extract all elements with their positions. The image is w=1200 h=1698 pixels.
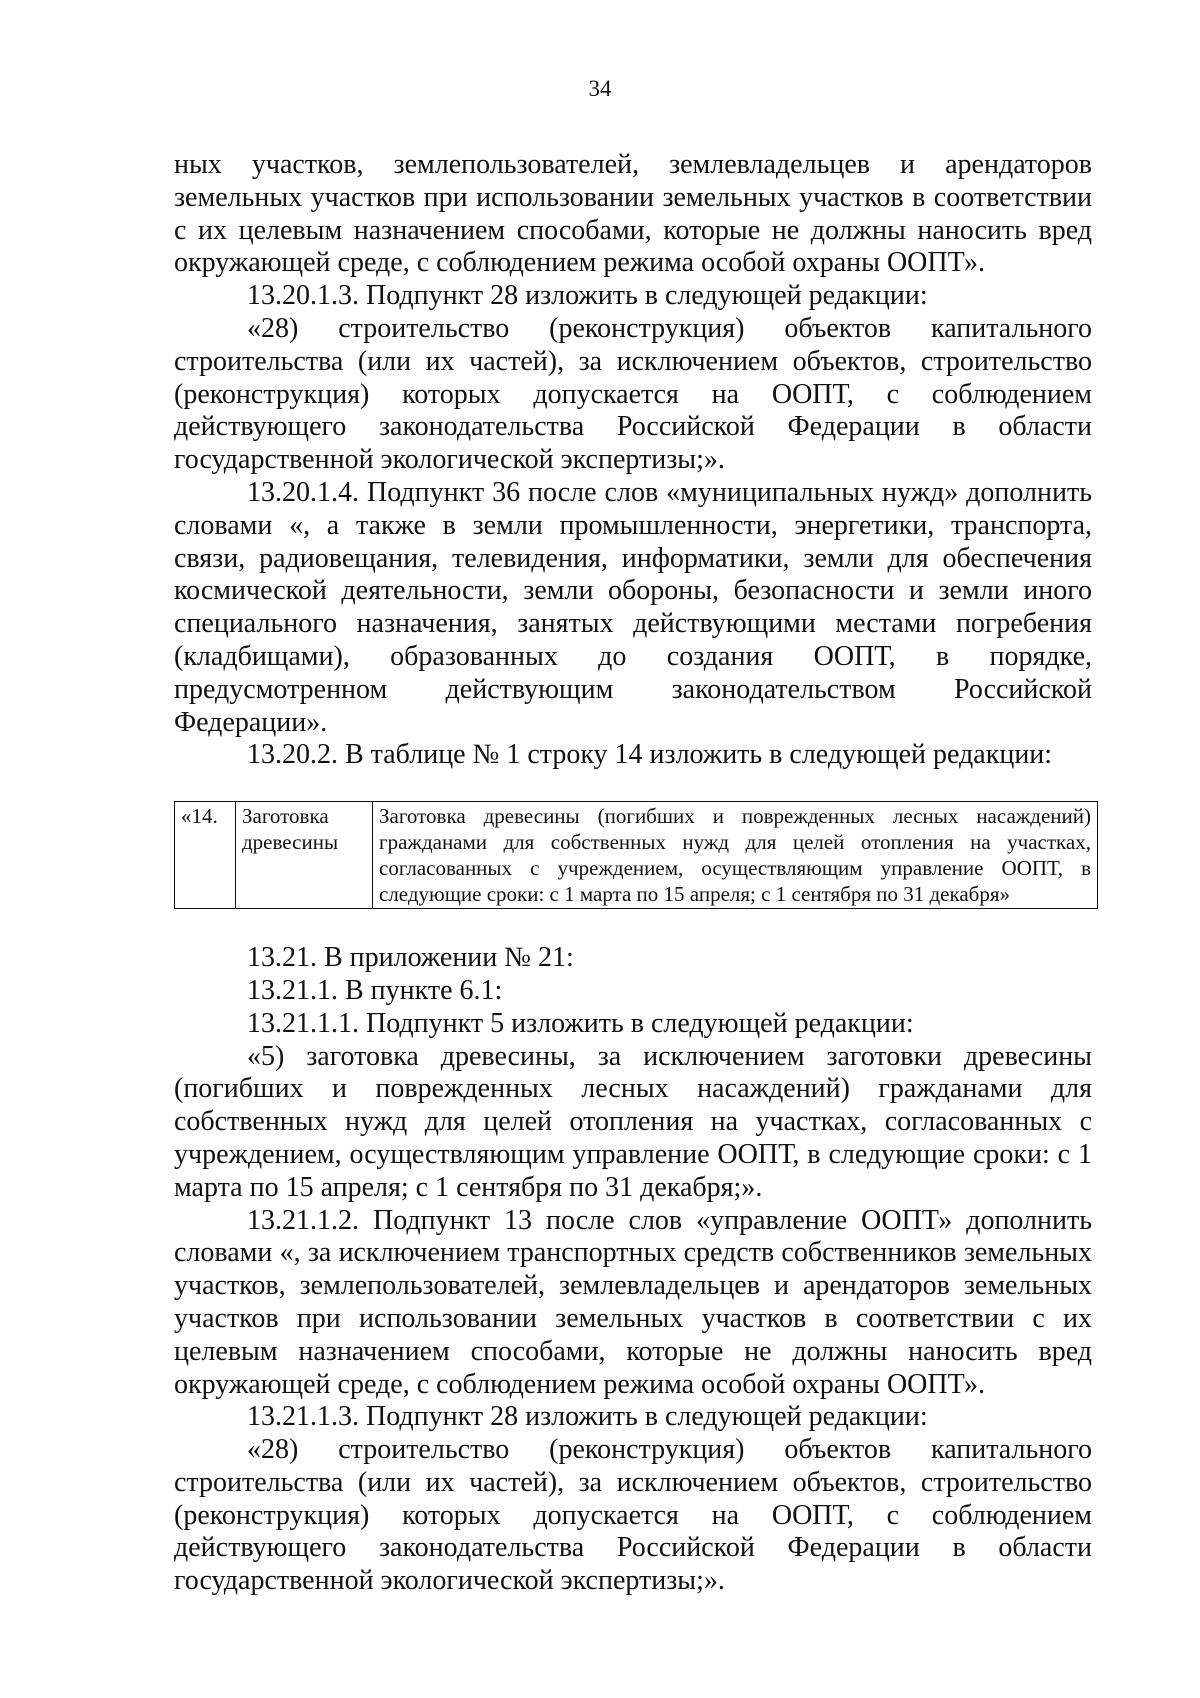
paragraph: 13.20.1.4. Подпункт 36 после слов «муниципальных нужд» дополнить словами «, а также в земли промышленности, энергетики, транспорта, связи, радиовещания, телевидения, информатики, земли для обеспечения космической деятельности, земли обороны, безопасности и земли иного специального назначения, занятых действующими местами погребения (кладбищами), образованных до создания ООПТ, в порядке, предусмотренном действующим законодательством Российской Федерации». xyxy=(174,476,1092,738)
page-number: 34 xyxy=(588,76,612,101)
document-body xyxy=(174,149,1092,1598)
paragraph: 13.21.1.2. Подпункт 13 после слов «управление ООПТ» дополнить словами «, за исключением транспортных средств собственников земельных участков, землепользователей, землевладельцев и арендаторов земельных участков при использовании земельных участков в соответствии с их целевым назначением способами, которые не должны наносить вред окружающей среде, с соблюдением режима особой охраны ООПТ». xyxy=(174,1204,1092,1400)
paragraph: ных участков, землепользователей, землевладельцев и арендаторов земельных участков при использовании земельных участков в соответствии с их целевым назначением способами, которые не должны наносить вред окружающей среде, с соблюдением режима особой охраны ООПТ». xyxy=(174,149,1092,279)
paragraph: 13.21.1.1. Подпункт 5 изложить в следующей редакции: xyxy=(247,1007,914,1039)
table-cell-name: Заготовка древесины xyxy=(236,802,373,909)
paragraph: «28) строительство (реконструкция) объектов капитального строительства (или их частей), за исключением объектов, строительство (реконструкция) которых допускается на ООПТ, с соблюдением действующего законодательства Российской Федерации в области государственной экологической экспертизы;». xyxy=(174,1434,1092,1597)
table-row xyxy=(175,802,1098,909)
paragraph: «28) строительство (реконструкция) объектов капитального строительства (или их частей), за исключением объектов, строительство (реконструкция) которых допускается на ООПТ, с соблюдением действующего законодательства Российской Федерации в области государственной экологической экспертизы;». xyxy=(174,312,1092,476)
paragraph: «5) заготовка древесины, за исключением заготовки древесины (погибших и поврежденных лесных насаждений) гражданами для собственных нужд для целей отопления на участках, согласованных с учреждением, осуществляющим управление ООПТ, в следующие сроки: с 1 марта по 15 апреля; с 1 сентября по 31 декабря;». xyxy=(174,1040,1092,1203)
paragraph: 13.20.2. В таблице № 1 строку 14 изложить в следующей редакции: xyxy=(247,739,1053,771)
paragraph: 13.20.1.3. Подпункт 28 изложить в следующей редакции: xyxy=(247,280,928,312)
table-cell-description: Заготовка древесины (погибших и поврежденных лесных насаждений) гражданами для собственных нужд для целей отопления на участках, согласованных с учреждением, осуществляющим управление ООПТ, в следующие сроки: с 1 марта по 15 апреля; с 1 сентября по 31 декабря» xyxy=(373,802,1098,909)
table-cell-number: «14. xyxy=(175,802,236,909)
paragraph: 13.21.1. В пункте 6.1: xyxy=(247,974,503,1006)
amendment-table xyxy=(174,801,1098,909)
paragraph: 13.21.1.3. Подпункт 28 изложить в следующей редакции: xyxy=(247,1401,928,1433)
paragraphs-top xyxy=(174,149,1092,772)
paragraph: 13.21. В приложении № 21: xyxy=(247,942,574,974)
paragraphs-bottom xyxy=(174,942,1092,1598)
